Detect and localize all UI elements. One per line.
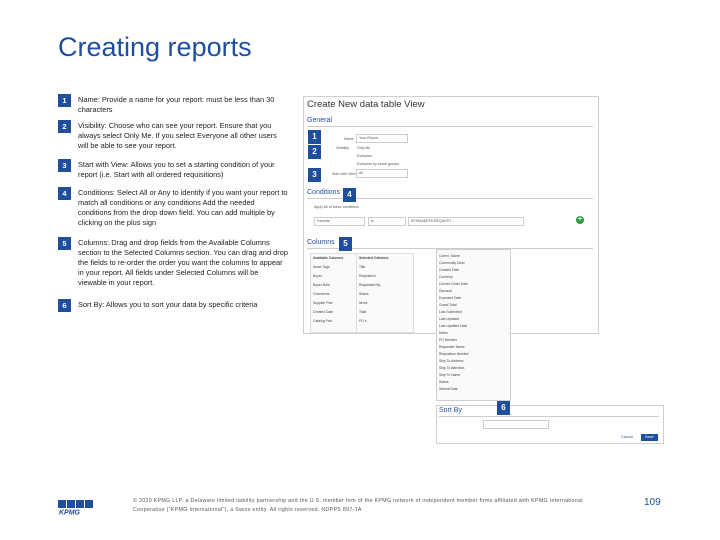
name-label: Name [344,137,354,141]
list-item[interactable]: Requisition [359,274,376,278]
list-item[interactable]: Last Updated Date [439,324,468,328]
add-condition-plus-icon[interactable]: + [577,216,583,223]
step-text: Name: Provide a name for your report: must be less than 30 characters [78,95,275,114]
visibility-option-only-me[interactable]: Only Me [357,146,371,150]
list-item[interactable]: Buyer Note [313,283,330,287]
list-item[interactable]: Requester Name [439,345,465,349]
visibility-option-everyone[interactable]: Everyone [357,154,373,158]
step-number: 6 [58,299,71,312]
list-item[interactable]: Ship To Name [439,373,461,377]
selected-columns-header: Selected Columns [359,256,389,260]
sort-by-panel [436,405,664,444]
condition-field-select[interactable]: Favorite [314,217,365,226]
list-item[interactable]: Catalog Part [313,319,332,323]
divider [307,126,593,127]
step-6 [58,300,288,310]
step-4 [58,188,288,228]
copyright-footer: © 2020 KPMG LLP, a Delaware limited liability partnership and the U.S. member firm of the KPMG network of independent member firms affiliated with KPMG International Cooperative ("KPMG International"), a Swiss entity. All rights reserved. NDPPS 897-1A [133,498,583,513]
divider [439,416,659,417]
list-item[interactable]: Items [359,301,368,305]
callout-1: 1 [308,130,321,144]
selected-columns-list[interactable] [356,253,414,333]
condition-operator-select[interactable]: is [368,217,406,226]
callout-2: 2 [308,145,321,159]
callout-3: 3 [308,168,321,182]
callout-4: 4 [343,188,356,202]
step-5 [58,238,288,288]
step-number: 3 [58,159,71,172]
list-item[interactable]: PO Number [439,338,457,342]
available-columns-header: Available Columns [313,256,344,260]
apply-conditions-text: Apply All of these conditions [314,205,359,209]
step-text: Start with View: Allows you to set a starting condition of your report (i.e. Start with all ordered requisitions) [78,160,275,179]
list-item[interactable]: Notes [439,331,448,335]
list-item[interactable]: Expected Date [439,296,462,300]
sort-by-select[interactable] [483,420,549,429]
sort-by-label: Sort By [439,407,462,414]
list-item[interactable]: Buyer [313,274,322,278]
column-dropdown-panel[interactable] [436,249,511,401]
list-item[interactable]: Current Order Date [439,282,469,286]
list-item[interactable]: Requisition Number [439,352,469,356]
list-item[interactable]: Ship To Address [439,359,464,363]
list-item[interactable]: Status [439,380,449,384]
visibility-option-groups[interactable]: Everyone by share groups [357,162,399,166]
conditions-section-label: Conditions [307,189,341,196]
start-with-view-select[interactable]: All [356,169,408,178]
cancel-button[interactable]: Cancel [621,435,633,439]
step-2 [58,121,288,151]
step-text: Conditions: Select All or Any to identify if you want your report to match all conditions or any conditions Add the needed conditions from the drop down field. You can add multiple by clicking on the plus sign [78,188,288,227]
step-3 [58,160,288,180]
list-item[interactable]: Comments [313,292,330,296]
general-section-label: General [307,117,332,124]
list-item[interactable]: Commodity Desc [439,261,465,265]
list-item[interactable]: Last Submitted [439,310,462,314]
visibility-label: Visibility [336,146,349,150]
save-button[interactable]: Save [641,434,658,441]
name-input[interactable]: Your Report [356,134,408,143]
page-number: 109 [644,497,661,508]
condition-value-select[interactable]: KFMGADEF6 REQUEST ... [408,217,524,226]
list-item[interactable]: Ship To Attention [439,366,465,370]
list-item[interactable]: Grand Total [439,303,457,307]
kpmg-logo [58,500,94,515]
list-item[interactable]: Created Date [439,268,460,272]
list-item[interactable]: Title [359,265,366,269]
list-item[interactable]: Comm. Name [439,254,460,258]
callout-6: 6 [497,401,510,415]
callout-5: 5 [339,237,352,251]
step-number: 4 [58,187,71,200]
list-item[interactable]: Asset Tags [313,265,330,269]
step-number: 5 [58,237,71,250]
list-item[interactable]: Total [359,310,367,314]
step-text: Visibility: Choose who can see your report. Ensure that you always select Only Me. If you select Everyone all other users will be able to see your report. [78,121,277,150]
list-item[interactable]: PO # [359,319,367,323]
step-text: Columns: Drag and drop fields from the Available Columns section to the Selected Columns section. You can drag and drop the fields to re-order the order you want the columns to appear in your report. All fields under Selected Columns will be viewable in your report. [78,238,288,287]
list-item[interactable]: Created Date [313,310,334,314]
logo-text: KPMG [59,509,80,515]
start-with-view-label: Start with View [332,172,356,176]
slide-title: Creating reports [58,32,252,62]
step-1 [58,95,288,115]
list-item[interactable]: Last Updated [439,317,460,321]
step-number: 2 [58,120,71,133]
screenshot-heading: Create New data table View [307,99,425,110]
list-item[interactable]: Supplier Part [313,301,333,305]
list-item[interactable]: Status [359,292,369,296]
list-item[interactable]: Requested By [359,283,381,287]
columns-section-label: Columns [307,239,335,246]
step-text: Sort By: Allows you to sort your data by specific criteria [78,300,258,309]
step-number: 1 [58,94,71,107]
list-item[interactable]: Discount [439,289,453,293]
list-item[interactable]: Submit Date [439,387,458,391]
list-item[interactable]: Currency [439,275,453,279]
